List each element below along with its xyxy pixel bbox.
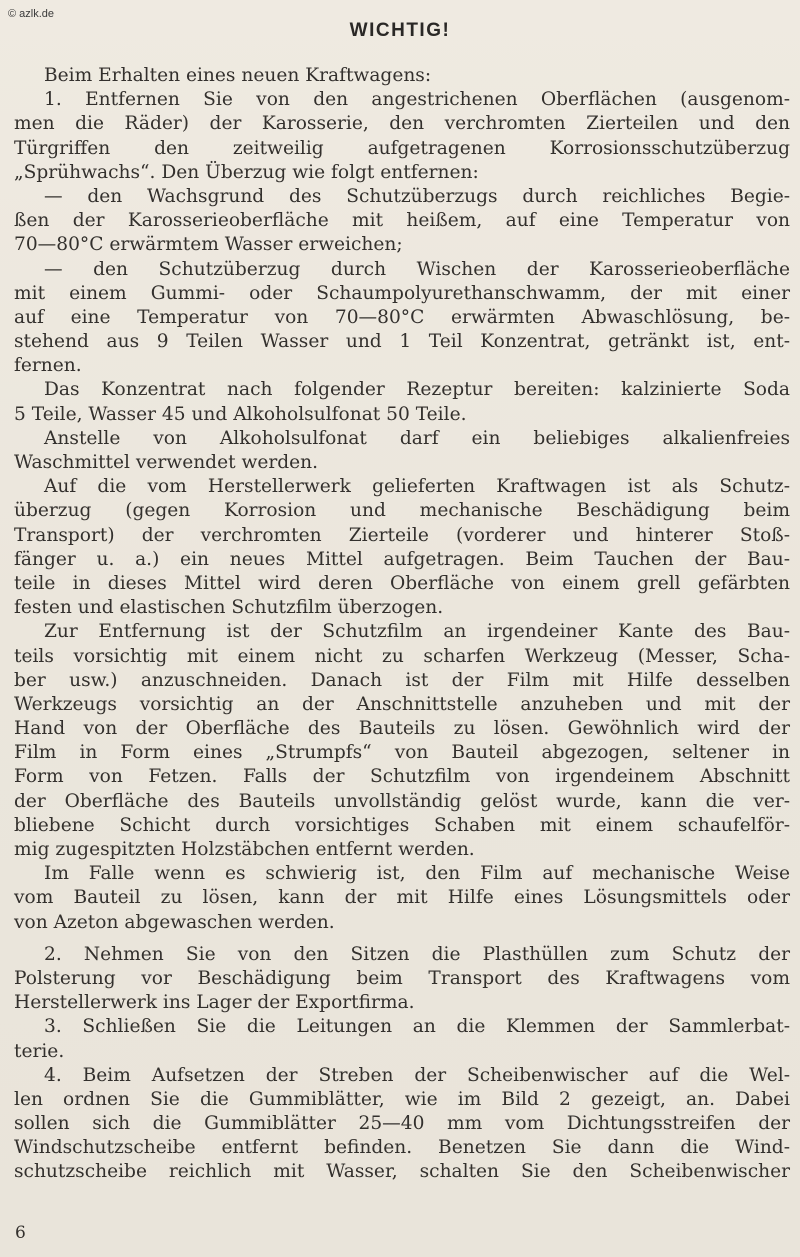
text-line: terie.	[14, 1040, 65, 1062]
text-line: 5 Teile, Wasser 45 und Alkoholsulfonat 50 Teile.	[14, 403, 467, 425]
text-line: Herstellerwerk ins Lager der Exportfirma.	[14, 992, 415, 1014]
text-line: teile in dieses Mittel wird deren Oberfläche von einem grell gefärbten	[14, 572, 790, 594]
text-line: 70—80°C erwärmtem Wasser erweichen;	[14, 234, 403, 256]
text-line: Form von Fetzen. Falls der Schutzfilm von irgendeinem Abschnitt	[14, 766, 790, 788]
text-line: Im Falle wenn es schwierig ist, den Film auf mechanische Weise	[44, 863, 790, 885]
text-line: teils vorsichtig mit einem nicht zu scharfen Werkzeug (Messer, Scha-	[14, 645, 790, 667]
text-line: bliebene Schicht durch vorsichtiges Schaben mit einem schaufelför-	[14, 814, 790, 836]
text-line: Windschutzscheibe entfernt befinden. Benetzen Sie dann die Wind-	[14, 1137, 790, 1159]
text-line: — den Schutzüberzug durch Wischen der Karosserieoberfläche	[44, 258, 790, 280]
text-line: ber usw.) anzuschneiden. Danach ist der Film mit Hilfe desselben	[14, 669, 790, 691]
text-line: ßen der Karosserieoberfläche mit heißem, auf eine Temperatur von	[14, 210, 790, 232]
text-line: „Sprühwachs“. Den Überzug wie folgt entfernen:	[14, 161, 479, 183]
text-line: der Oberfläche des Bauteils unvollständig gelöst wurde, kann die ver-	[14, 790, 790, 812]
text-line: Polsterung vor Beschädigung beim Transport des Kraftwagens vom	[14, 967, 790, 989]
text-line: mit einem Gummi- oder Schaumpolyurethanschwamm, der mit einer	[14, 282, 790, 304]
text-line: überzug (gegen Korrosion und mechanische Beschädigung beim	[14, 500, 790, 522]
text-line: mig zugespitzten Holzstäbchen entfernt werden.	[14, 839, 475, 860]
text-line: — den Wachsgrund des Schutzüberzugs durch reichliches Begie-	[44, 185, 790, 207]
text-line: vom Bauteil zu lösen, kann der mit Hilfe eines Lösungsmittels oder	[14, 887, 790, 909]
text-line: stehend aus 9 Teilen Wasser und 1 Teil Konzentrat, getränkt ist, ent-	[14, 331, 790, 353]
text-line: len ordnen Sie die Gummiblätter, wie im Bild 2 gezeigt, an. Dabei	[14, 1088, 790, 1110]
text-line: Anstelle von Alkoholsulfonat darf ein beliebiges alkalienfreies	[44, 427, 790, 449]
text-line: auf eine Temperatur von 70—80°C erwärmten Abwaschlösung, be-	[14, 306, 790, 328]
text-line: Zur Entfernung ist der Schutzfilm an irgendeiner Kante des Bau-	[44, 621, 790, 643]
text-line: fänger u. a.) ein neues Mittel aufgetragen. Beim Tauchen der Bau-	[14, 548, 790, 570]
text-line: 2. Nehmen Sie von den Sitzen die Plasthüllen zum Schutz der	[44, 943, 790, 965]
body-text	[14, 64, 790, 1185]
text-line: Das Konzentrat nach folgender Rezeptur bereiten: kalzinierte Soda	[44, 379, 790, 401]
page-number: 6	[15, 1223, 26, 1243]
text-line: von Azeton abgewaschen werden.	[14, 911, 335, 933]
text-line: Waschmittel verwendet werden.	[14, 452, 319, 473]
text-line: 3. Schließen Sie die Leitungen an die Klemmen der Sammlerbat-	[44, 1016, 790, 1038]
text-line: Film in Form eines „Strumpfs“ von Bauteil abgezogen, seltener in	[14, 742, 790, 764]
text-line: Auf die vom Herstellerwerk gelieferten Kraftwagen ist als Schutz-	[44, 476, 790, 498]
text-line: Hand von der Oberfläche des Bauteils zu lösen. Gewöhnlich wird der	[14, 718, 790, 740]
text-line: Beim Erhalten eines neuen Kraftwagens:	[44, 65, 432, 86]
page-title: WICHTIG!	[349, 20, 451, 41]
text-line: Werkzeugs vorsichtig an der Anschnittstelle anzuheben und mit der	[14, 693, 790, 715]
text-line: Transport) der verchromten Zierteile (vorderer und hinterer Stoß-	[14, 524, 790, 546]
text-line: schutzscheibe reichlich mit Wasser, schalten Sie den Scheibenwischer	[14, 1161, 790, 1183]
text-line: 4. Beim Aufsetzen der Streben der Scheibenwischer auf die Wel-	[44, 1064, 790, 1086]
text-line: Türgriffen den zeitweilig aufgetragenen Korrosionsschutzüberzug	[14, 137, 790, 159]
copyright-watermark: © azlk.de	[8, 8, 55, 20]
text-line: 1. Entfernen Sie von den angestrichenen Oberflächen (ausgenom-	[44, 89, 790, 111]
text-line: sollen sich die Gummiblätter 25—40 mm vom Dichtungsstreifen der	[14, 1113, 790, 1135]
text-line: fernen.	[14, 355, 82, 377]
text-line: men die Räder) der Karosserie, den verchromten Zierteilen und den	[14, 113, 790, 135]
text-line: festen und elastischen Schutzfilm überzogen.	[14, 597, 444, 619]
